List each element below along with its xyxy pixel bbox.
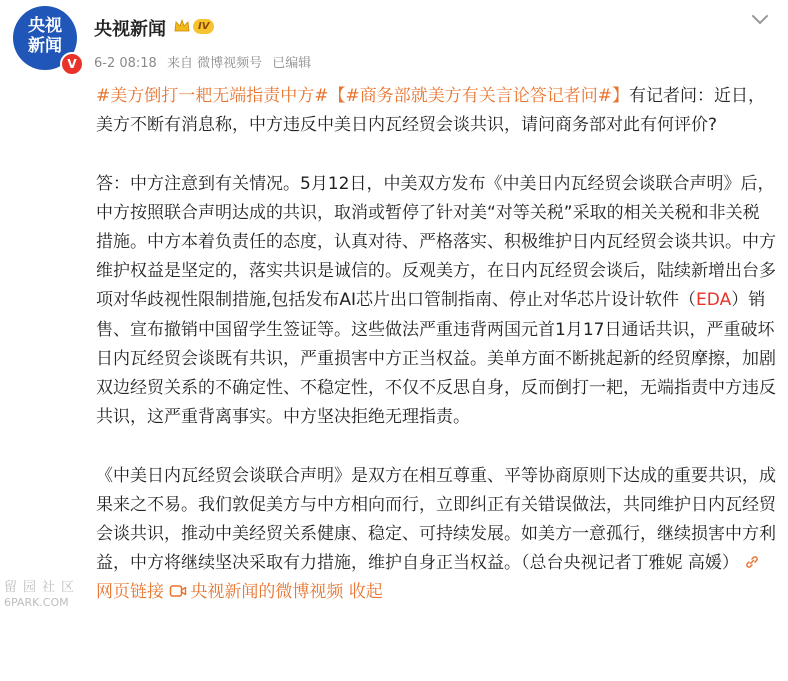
eda-highlight: EDA <box>696 290 732 311</box>
chevron-down-icon[interactable] <box>748 10 772 28</box>
video-icon <box>169 583 187 599</box>
question-text: 有记者问：近日，美方不断有消息称，中方违反中美日内瓦经贸会谈共识，请问商务部对此有何评价? <box>96 86 765 136</box>
question-paragraph <box>96 82 776 140</box>
answer-text-a: 答：中方注意到有关情况。5月12日，中美双方发布《中美日内瓦经贸会谈联合声明》后，中方按照联合声明达成的共识，取消或暂停了针对美“对等关税”采取的相关关税和非关税措施。中方本着负责任的态度，认真对待、严格落实、积极维护日内瓦经贸会谈共识。中方维护权益是坚定的，落实共识是诚信的。反观美方，在日内瓦经贸会谈后，陆续新增出台多项对华歧视性限制措施,包括发布AI芯片出口管制指南、停止对华芯片设计软件（ <box>96 173 776 311</box>
avatar[interactable] <box>13 6 77 70</box>
post-timestamp: 6-2 08:18 <box>94 56 157 71</box>
web-link-label: 网页链接 <box>96 582 164 603</box>
level-badge-text: IV <box>193 19 214 34</box>
closing-paragraph <box>96 462 776 608</box>
avatar-logo-text: 央视 新闻 <box>28 16 62 56</box>
verified-badge-icon: V <box>60 52 84 76</box>
video-link[interactable] <box>169 582 343 602</box>
answer-paragraph <box>96 170 776 433</box>
answer-text-b: ）销售、宣布撤销中国留学生签证等。这些做法严重违背两国元首1月17日通话共识，严重破坏日内瓦经贸会谈既有共识，严重损害中方正当权益。美单方面不断挑起新的经贸摩擦，加剧双边经贸关系的不确定性、不稳定性，不仅不反思自身，反而倒打一耙，无端指责中方违反共识，这严重背离事实。中方坚决拒绝无理指责。 <box>96 290 776 428</box>
watermark-line2: 6PARK.COM <box>4 596 69 609</box>
site-watermark <box>4 580 80 610</box>
post-header <box>0 0 788 80</box>
video-link-label: 央视新闻的微博视频 <box>190 582 344 603</box>
account-name[interactable]: 央视新闻 <box>94 19 166 40</box>
post-body <box>96 82 776 608</box>
closing-text: 《中美日内瓦经贸会谈联合声明》是双方在相互尊重、平等协商原则下达成的重要共识，成果来之不易。我们敦促美方与中方相向而行，立即纠正有关错误做法，共同维护日内瓦经贸会谈共识，推动中美经贸关系健康、稳定、可持续发展。如美方一意孤行，继续损害中方利益，中方将继续坚决采取有力措施，维护自身正当权益。（总台央视记者丁雅妮 高媛） <box>96 465 776 574</box>
edited-indicator[interactable]: 已编辑 <box>272 56 312 71</box>
hashtag-link[interactable]: #美方倒打一耙无端指责中方# <box>96 86 329 106</box>
post-source[interactable]: 来自 微博视频号 <box>166 56 263 71</box>
link-icon <box>744 554 760 570</box>
collapse-button[interactable]: 收起 <box>348 582 383 603</box>
watermark-line1: 留园社区 <box>4 580 81 595</box>
hashtag-link-topic[interactable]: 【#商务部就美方有关言论答记者问#】 <box>328 86 629 106</box>
level-badge[interactable] <box>173 16 214 36</box>
crown-icon <box>173 17 191 35</box>
post-meta <box>94 52 317 71</box>
